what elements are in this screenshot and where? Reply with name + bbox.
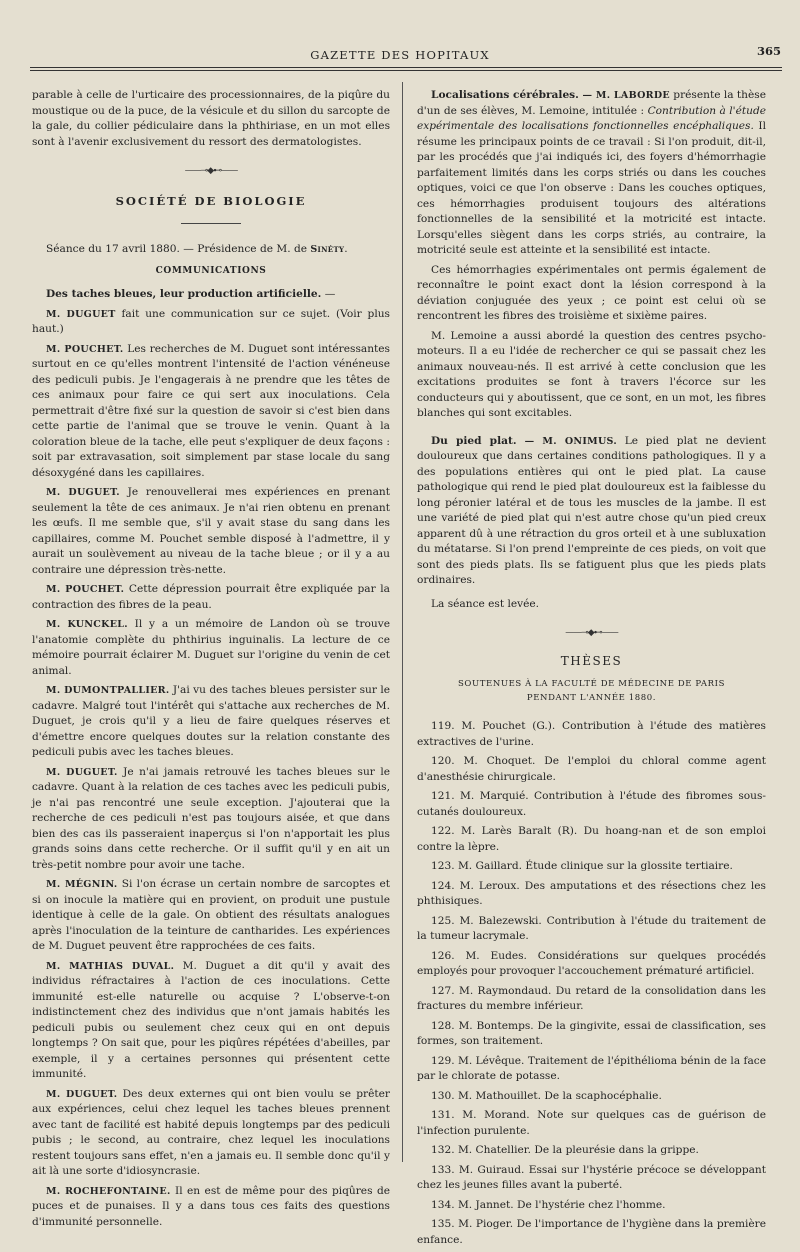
communications-title: COMMUNICATIONS [155, 265, 267, 276]
thesis-item: 134. M. Jannet. De l'hystérie chez l'homme. [431, 1198, 666, 1211]
discussion-paragraph [32, 1184, 390, 1231]
thesis-item: 132. M. Chatellier. De la pleurésie dans la grippe. [431, 1144, 699, 1156]
discussion-paragraph [32, 342, 390, 482]
header-rule-thin [30, 70, 782, 71]
thesis-item: 128. M. Bontemps. De la gingivite, essai de classification, ses formes, son traitement. [417, 1019, 766, 1047]
running-header-title: GAZETTE DES HOPITAUX [310, 48, 490, 62]
thesis-item: 120. M. Choquet. De l'emploi du chloral comme agent d'anesthésie chirurgicale. [417, 755, 766, 783]
speaker-name: M. ROCHEFONTAINE. [46, 1185, 171, 1197]
column-divider [402, 82, 403, 1162]
speaker-text: Les recherches de M. Duguet sont intéressantes surtout en ce qu'elles montrent l'intensité de l'action vénéneuse des pediculi pubis. Je l'engagerais à ne prendre que les têtes de ces animaux pour faire ce qui sert aux inoculations. Cela permettrait d'être fixé sur la question de savoir si c'est bien dans cette partie de l'animal que se trouve le venin. Quant à la coloration bleue de la tache, elle peut s'expliquer de deux façons : soit par extravasation, soit simplement par stase locale du sang désoxygéné dans les capillaires. [32, 342, 390, 479]
discussion-paragraph [32, 765, 390, 874]
thesis-item: 130. M. Mathouillet. De la scaphocéphalie. [431, 1089, 662, 1102]
thesis-item: 133. M. Guiraud. Essai sur l'hystérie précoce se développant chez les jeunes filles avant la puberté. [417, 1163, 766, 1191]
speaker-name: M. KUNCKEL. [46, 619, 128, 630]
localisations-paragraph: Localisations cérébrales. — M. LABORDE présente la thèse d'un de ses élèves, M. Lemoine, intitulée : Contribution à l'étude expérimentale des localisations fonctionnelles encéphaliques. Il résume les principaux points de ce travail : Si l'on produit, dit-il, par les procédés que j'ai indiqués ici, des foyers d'hémorrhagie parfaitement limités dans les corps striés ou dans les couches optiques, voici ce que l'on observe : Dans les couches optiques, ces hémorrhagies produisent toujours des altérations fonctionnelles de la sensibilité et la motricité est intacte. Lorsqu'elles siègent dans les corps striés, au contraire, la motricité seule est atteinte et la sensibilité est intacte. [417, 89, 766, 256]
localisations-paragraph-3: M. Lemoine a aussi abordé la question des centres psycho-moteurs. Il a eu l'idée de rechercher ce qui se passait chez les animaux nouveau-nés. Il est arrivé à cette conclusion que les excitations produites se font à travers l'écorce sur les conducteurs qui y aboutissent, que ce sont, en un mot, les fibres blanches qui sont excitables. [417, 329, 766, 419]
ornament-separator: ——⊸◆⊷—— [184, 166, 238, 176]
speaker-name: M. DUGUET [46, 308, 116, 320]
right-column [417, 88, 766, 1252]
thesis-item: 127. M. Raymondaud. Du retard de la consolidation dans les fractures du membre inférieur. [417, 984, 766, 1012]
speaker-name: M. POUCHET. [46, 343, 124, 355]
thesis-item: 122. M. Larès Baralt (R). Du hoang-nan et de son emploi contre la lèpre. [417, 825, 766, 853]
left-column [32, 88, 390, 1234]
discussion-paragraph [32, 485, 390, 578]
topic-title: Des taches bleues, leur production artificielle. — [46, 288, 336, 300]
speaker-name: M. MATHIAS DUVAL. [46, 960, 175, 972]
speaker-text: J'ai vu des taches bleues persister sur le cadavre. Malgré tout l'intérêt qui s'attache aux recherches de M. Duguet, je crois qu'il y a lieu de faire quelques réserves et d'émettre encore quelques doutes sur la relation constante des pediculi pubis avec les taches bleues. [32, 684, 390, 758]
speaker-text: Je renouvellerai mes expériences en prenant seulement la tête de ces animaux. Je n'ai rien obtenu en prenant les œufs. Il me semble que, s'il y avait stase du sang dans les capillaires, comme M. Pouchet semble disposé à l'admettre, il y aurait un soulèvement au niveau de la tache bleue ; or il y a au contraire une dépression très-nette. [32, 486, 390, 576]
discussion-paragraph [32, 683, 390, 761]
discussion-paragraphs [32, 307, 390, 1231]
speaker-text: Des deux externes qui ont bien voulu se prêter aux expériences, celui chez lequel les taches bleues prennent avec tant de facilité est habité depuis longtemps par des pediculi pubis ; le second, au contraire, chez lequel les inoculations restent toujours sans effet, n'en a jamais eu. Il semble donc qu'il y ait là une sorte d'idiosyncrasie. [32, 1087, 390, 1177]
ornament-separator-right: ——⊸◆⊷—— [565, 628, 618, 638]
page-number: 365 [757, 44, 782, 58]
thesis-item: 124. M. Leroux. Des amputations et des résections chez les phthisiques. [417, 879, 766, 907]
speaker-text: Il y a un mémoire de Landon où se trouve l'anatomie complète du phthirius inguinalis. La lecture de ce mémoire pourrait éclairer M. Duguet sur l'origine du venin de cet animal. [32, 618, 390, 677]
discussion-paragraph [32, 617, 390, 679]
pied-plat-paragraph: Du pied plat. — M. ONIMUS. Le pied plat ne devient douloureux que dans certaines conditions pathologiques. Il y a des populations entières qui ont le pied plat. La cause pathologique qui rend le pied plat douloureux est la faiblesse du long péronier latéral et de tous les muscles de la jambe. Il est une variété de pied plat qui n'est autre chose qu'un pied creux apparent dû à une rétraction du gros orteil et à une subluxation du métatarse. Si l'on prend l'empreinte de ces pieds, on voit que sont des pieds plats. Ils se fatiguent plus que les pieds plats ordinaires. [417, 434, 766, 586]
discussion-paragraph [32, 1087, 390, 1180]
speaker-text: fait une communication sur ce sujet. (Voir plus haut.) [32, 307, 390, 335]
title-rule [181, 223, 241, 224]
seance-levee: La séance est levée. [431, 597, 540, 610]
speaker-text: Il en est de même pour des piqûres de puces et de punaises. Il y a dans tous ces faits des questions d'immunité personnelle. [32, 1184, 390, 1228]
theses-subtitle: SOUTENUES À LA FACULTÉ DE MÉDECINE DE PARIS PENDANT L'ANNÉE 1880. [457, 679, 725, 703]
speaker-name: M. DUGUET. [46, 487, 120, 498]
discussion-paragraph [32, 307, 390, 338]
theses-list [417, 719, 766, 1248]
discussion-paragraph [32, 877, 390, 955]
intro-paragraph: parable à celle de l'urticaire des processionnaires, de la piqûre du moustique ou de la puce, de la vésicule et du sillon du sarcopte de la gale, du collier pédiculaire dans la phthiriase, en un mot elles sont à l'avenir exclusivement du ressort des dermatologistes. [32, 89, 390, 148]
society-title: SOCIÉTÉ DE BIOLOGIE [115, 193, 307, 208]
header-rule [30, 67, 782, 68]
speaker-name: M. DUGUET. [46, 766, 118, 778]
speaker-text: Si l'on écrase un certain nombre de sarcoptes et si on inocule la matière qui en provient, on produit une pustule identique à celle de la gale. On obtient des résultats analogues après l'inoculation de la teinture de cantharides. Les expériences de M. Duguet peuvent être rapprochées de ces faits. [32, 878, 390, 952]
thesis-item: 123. M. Gaillard. Étude clinique sur la glossite tertiaire. [431, 860, 733, 872]
thesis-item: 131. M. Morand. Note sur quelques cas de guérison de l'infection purulente. [417, 1109, 766, 1137]
speaker-name: M. MÉGNIN. [46, 879, 118, 890]
thesis-item: 119. M. Pouchet (G.). Contribution à l'étude des matières extractives de l'urine. [417, 720, 766, 748]
discussion-paragraph [32, 582, 390, 613]
speaker-name: M. DUMONTPALLIER. [46, 685, 170, 696]
thesis-item: 125. M. Balezewski. Contribution à l'étude du traitement de la tumeur lacrymale. [417, 914, 766, 942]
seance-line: Séance du 17 avril 1880. — Présidence de M. de Sinéty. [46, 243, 348, 255]
speaker-name: M. POUCHET. [46, 584, 125, 595]
localisations-paragraph-2: Ces hémorrhagies expérimentales ont permis également de reconnaître le point exact dont la lésion correspond à la déviation conjuguée des yeux ; ce point est celui où se rencontrent les fibres des troisième et sixième paires. [417, 263, 766, 322]
discussion-paragraph [32, 959, 390, 1083]
speaker-text: Cette dépression pourrait être expliquée par la contraction des fibres de la peau. [32, 583, 390, 611]
thesis-item: 129. M. Lévêque. Traitement de l'épithélioma bénin de la face par le chlorate de potasse. [417, 1054, 766, 1082]
thesis-item: 126. M. Eudes. Considérations sur quelques procédés employés pour provoquer l'accouchement prématuré artificiel. [417, 949, 766, 977]
speaker-name: M. DUGUET. [46, 1088, 118, 1100]
speaker-text: M. Duguet a dit qu'il y avait des individus réfractaires à l'action de ces inoculations. Cette immunité est-elle naturelle ou acquise ? L'observe-t-on indistinctement chez des individus que n'ont jamais habités les pediculi pubis ou seulement chez ceux qui en ont depuis longtemps ? On sait que, pour les piqûres répétées d'abeilles, par exemple, il y a certaines personnes qui présentent cette immunité. [32, 959, 391, 1080]
speaker-text: Je n'ai jamais retrouvé les taches bleues sur le cadavre. Quant à la relation de ces taches avec les pediculi pubis, je n'ai pas rencontré une seule exception. J'ajouterai que la recherche de ces pediculi n'est pas toujours aisée, et que dans bien des cas ils passeraient inaperçus si l'on n'apportait les plus grands soins dans cette recherche. Or il suffit qu'il y en ait un très-petit nombre pour avoir une tache. [32, 765, 390, 871]
thesis-item: 121. M. Marquié. Contribution à l'étude des fibromes sous-cutanés douloureux. [417, 790, 766, 818]
theses-title: THÈSES [560, 653, 623, 668]
thesis-item: 135. M. Pioger. De l'importance de l'hygiène dans la première enfance. [417, 1218, 766, 1246]
